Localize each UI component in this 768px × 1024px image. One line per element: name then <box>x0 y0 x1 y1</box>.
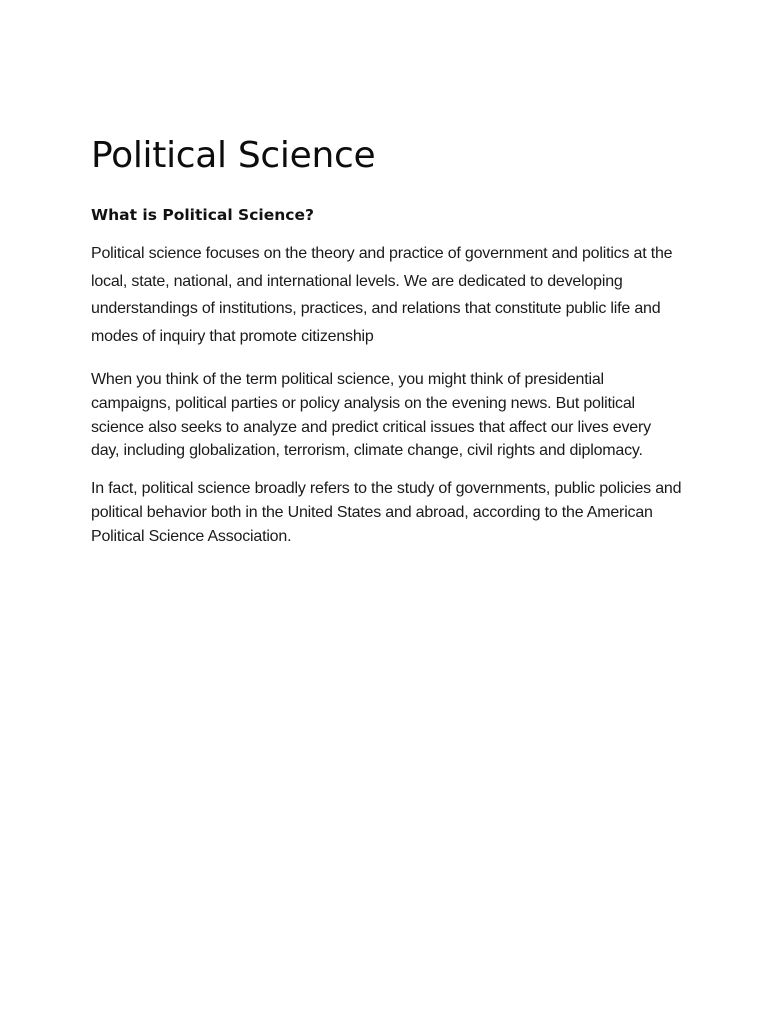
paragraph-apsa: In fact, political science broadly refers to the study of governments, public policies and political behavior both in the United States and abroad, according to the American Political Science Association. <box>91 480 682 545</box>
paragraph-scope: When you think of the term political science, you might think of presidential campaigns, political parties or policy analysis on the evening news. But political science also seeks to analyze and predict critical issues that affect our lives every day, including globalization, terrorism, climate change, civil rights and diplomacy. <box>91 371 651 460</box>
page-title: Political Science <box>91 135 376 176</box>
paragraph-definition: Political science focuses on the theory and practice of government and politics at the local, state, national, and international levels. We are dedicated to developing understandings of institutions, practices, and relations that constitute public life and modes of inquiry that promote citizenship <box>91 245 673 345</box>
document-body <box>91 128 691 549</box>
section-heading: What is Political Science? <box>91 206 314 224</box>
